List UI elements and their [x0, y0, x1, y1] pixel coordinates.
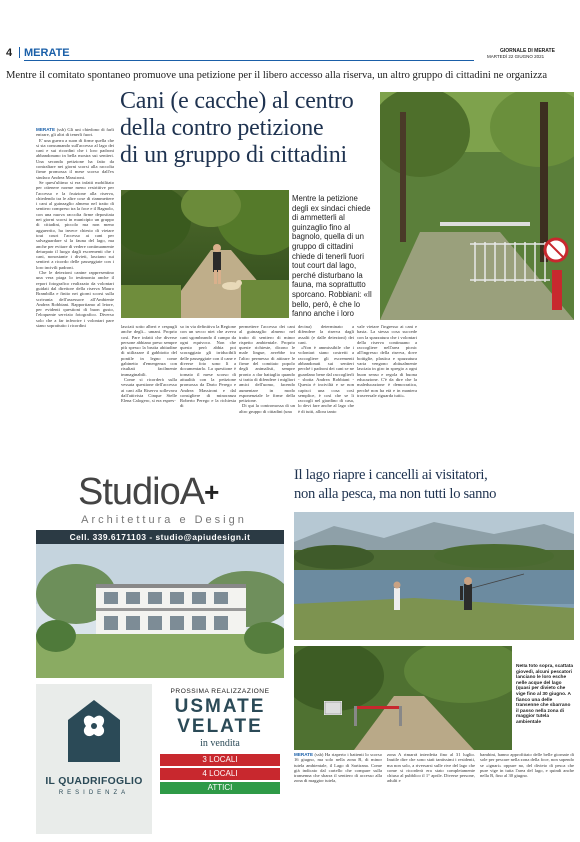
- woman-dog-illustration: [121, 190, 289, 318]
- strapline: Mentre il comitato spontaneo promuove una petizione per il libero accesso alla riserva, un altro gruppo di cittadini ne organizza: [6, 70, 548, 81]
- dateline: MERATE: [36, 127, 56, 132]
- quadrifoglio-title-2: VELATE: [177, 716, 263, 737]
- article1-callout: Mentre la petizione degli ex sindaci chiede di ammetterli al guinzaglio fino al bagnolo, quella di un gruppo di cittadini chiede di tenerli fuori tout court dal lago, perché disturbano la fauna, ma soprattutto sporcano. Robbiani: «Il bello, però, è che lo fanno anche i loro: [292, 194, 372, 318]
- article1-column-6: [357, 324, 417, 450]
- photo-path-barrier: [294, 646, 512, 750]
- paragraph: permettere l'accesso dei cani al guinzaglio almeno nel tratto di sentiero di minor rispetto ambientale. Proprio queste richieste, dicono le male lingue, avrebbe tra l'altro permesso di attirare le firme del comitato popolo degli animalisti, sempre pronto a dar battaglia quando si tratta di difendere i migliori amici dell'uomo, facendo aumentare in modo esponenziale le firme della petizione.: [239, 324, 295, 404]
- quadrifoglio-option-attici: [160, 782, 280, 794]
- quadrifoglio-option-4-locali: [160, 768, 280, 780]
- article1-headline: [120, 88, 390, 169]
- paragraph: so in via definitiva la Regione con un secco niet che aveva cani sgombrando il campo da ogni equivoco. Non che questo però abbia poi scoraggiato gli irriducibili delle passeggiate con il cane e diverse foto sono lì a documentarlo. La questione è tornato il mese scorso di attualità con la petizione promossa da Dario Perego e Andrea Massironi e dal consigliere di minoranza Roberto Perego e la richiesta di: [180, 324, 236, 409]
- lead-text: (ssb) Ha riaperto i battenti lo scorso 16 giugno, ma solo nella zona B, di minor tutela ambientale, il Lago di Sartirana. Come già indicato dal cartello che compare sulla transenna che sbarra il sentiero di accesso alla zona di maggior tutela,: [294, 752, 382, 784]
- quadrifoglio-house-icon: [66, 698, 122, 764]
- studio-brand: [78, 470, 218, 514]
- issue-date: MARTEDÌ 22 GIUGNO 2021: [487, 54, 545, 59]
- paper-name: GIORNALE DI MERATE: [500, 48, 555, 54]
- section-label: MERATE: [24, 47, 70, 59]
- article2-column-2: [387, 752, 475, 832]
- section-rule: [24, 60, 474, 61]
- headline-line: non alla pesca, ma non tutti lo sanno: [294, 486, 497, 502]
- quadrifoglio-logo-name: IL QUADRIFOGLIO: [45, 776, 143, 787]
- article1-column-3: [180, 324, 236, 450]
- paragraph: zona A rimarrà interdetta fino al 31 luglio. Inutile dire che sono stati tantissimi i residenti, ma non solo, a riversarsi sulle rive del lago che come si ricorderà era stato completamente chiuso al pubblico il 1° aprile. Diverse persone, adulti e: [387, 752, 475, 784]
- article1-column-2: [121, 324, 177, 450]
- paragraph: lasciati sotto alberi e cespugli anche degli... umani. Proprio così. Pare infatti che diverse persone abbiano preso sempre più spesso la brutta abitudine di utilizzare il gabbiotto del pontile in legno come gabinetto d'emergenza con risultati facilmente immaginabili.: [121, 324, 177, 377]
- quadrifoglio-logo-panel: [36, 684, 152, 834]
- paragraph: decina) determinato a difendere la riserva dagli assalti (e dalle deiezioni) dei cani.: [298, 324, 354, 345]
- article1-column-4: [239, 324, 295, 450]
- lead-text: (ssb) Gli uni chiedono di farli entrare, gli altri di tenerli fuori.: [36, 127, 114, 138]
- paragraph: Come si ricorderà sulla vessata questione dell'accesso ai cani alla Riserva sollevava dall'attivista Cinque Stelle Elena Calogero, si era espres-: [121, 376, 177, 404]
- studio-tagline: Architettura e Design: [81, 514, 247, 526]
- studio-brand-text: StudioA: [78, 471, 205, 513]
- paragraph: vale vietare l'ingresso ai cani e basta. La stessa cosa succede con la spazzatura che i volontari della riserva continuano a raccogliere nell'area picnic all'ingresso della riserva, dove bottiglie, plastica e spazzatura varia vengono abitualmente lasciata in giro in spregio a ogni buon senso e regola di buona educazione. C'è da dire che la maleducazione è democratica, perché non ha età e in maniera trasversale riguarda tutti».: [357, 324, 417, 398]
- paragraph: Di qui la contromossa di un altro gruppo di cittadini (una: [239, 403, 295, 414]
- section-divider: [19, 47, 20, 58]
- dateline: MERATE: [294, 752, 314, 757]
- studio-contact-bar: [36, 530, 284, 544]
- headline-line: della contro petizione: [120, 115, 324, 141]
- studio-contact: Cell. 339.6171103 - studio@apiudesign.it: [69, 532, 251, 542]
- quadrifoglio-kicker: PROSSIMA REALIZZAZIONE: [170, 688, 270, 695]
- article2-column-1: [294, 752, 382, 832]
- headline-line: di un gruppo di cittadini: [120, 142, 347, 168]
- lake-illustration: [294, 512, 574, 640]
- article2-photo-caption: Nella foto sopra, scattata giovedì, alcuni pescatori lanciano le loro esche nelle acque del lago (quasi per divieto che vige fino al 30 giugno. A fianco una delle transenne che sbarrano il passo nella zona di maggior tutela ambientale: [516, 664, 574, 725]
- gate-illustration: [380, 92, 574, 320]
- paragraph: bambini, hanno approfittato delle belle giornate di sole per pescare nella zona della foce, non sapendo se «ignari» oppure no, del divieto di pesca che pure vige in tutta l'area del lago, e quindi anche nella B, fino al 30 giugno.: [480, 752, 574, 779]
- photo-lake-fishermen: [294, 512, 574, 640]
- quadrifoglio-option-3-locali: [160, 754, 280, 766]
- article1-column-1: [36, 127, 114, 449]
- studio-plus: +: [204, 477, 219, 507]
- photo-woman-walking-dog: [121, 190, 289, 318]
- paragraph: «Non è ammissibile che i volontari siano costretti a raccogliere gli escrementi abbandonati sui sentieri perché i padroni dei cani se ne guardano bene dal raccoglierli - sbotta Andrea Robbiani - Questa è inciviltà e se non capisci una cosa così semplice, è così che se li raccogli nel giardino di casa, lo devi fare anche al lago che è di tutti, allora tanto: [298, 345, 354, 414]
- studio-render-illustration: [36, 544, 284, 678]
- page-number: 4: [6, 47, 13, 59]
- paragraph: Se quest'ultimo si era infatti mobilitato per ottenere norme meno restrittive per l'accesso e la fruizione alla riserva, chiedendo tra le altre cose di riammettere i cani al guinzaglio almeno nel tratto di sentiero compreso tra la foce e il Bagnolo, con una nuova raccolta firme depositata nei giorni scorsi in municipio un gruppo di cittadini, piccolo ma non meno agguerrito, ha invece chiesto di vietare tout court l'accesso ai cani per salvaguardare sì la fauna del lago, ma anche per evitare di vedere continuamente deturpato il luogo dagli escrementi che i cani, nonostante i divieti, lasciano sui sentieri a ricordo delle passeggiate con i loro incivili padroni.: [36, 179, 114, 270]
- option-label: 3 LOCALI: [202, 755, 238, 764]
- ad-studio-a-plus: [36, 470, 284, 678]
- quadrifoglio-title-1: USMATE: [174, 696, 266, 717]
- quadrifoglio-logo-sub: RESIDENZA: [58, 790, 130, 796]
- headline-line: Il lago riapre i cancelli ai visitatori,: [294, 467, 488, 483]
- headline-line: Cani (e cacche) al centro: [120, 88, 354, 114]
- article2-column-3: [480, 752, 574, 832]
- quadrifoglio-subtitle: in vendita: [200, 738, 240, 749]
- ad-quadrifoglio: [36, 684, 284, 834]
- article1-column-5: [298, 324, 354, 450]
- article2-headline: [294, 466, 574, 504]
- photo-gate-riserva: [380, 92, 574, 320]
- option-label: 4 LOCALI: [202, 769, 238, 778]
- paragraph: E' una guerra a suon di firme quella che si sta consumando sull'accesso al lago dei cani e sui ricordini che i loro padroni abbandonano in bella mostra sui sentieri. Una seconda petizione ha fatto da contraltare nei giorni scorsi alla raccolta firme promossa il mese scorso dall'ex sindaco Andrea Massironi.: [36, 137, 114, 180]
- paragraph: Che le deiezioni canine rappresentino una vera piaga lo testimonia anche il report fotografico realizzato da volontari guidati dal direttore della riserva Mauro Brambilla e finito nei giorni scorsi sulla scrivania dell'assessore all'Ambiente Andrea Robbiani. Rapportiamo al letore, per evidenti questioni di buon gusto, l'eloquente servizio fotografico. Diverso solo che a far infeorire i volontari pare siano soprattutto i ricordini: [36, 270, 114, 328]
- option-label: ATTICI: [207, 783, 233, 792]
- path-barrier-illustration: [294, 646, 512, 750]
